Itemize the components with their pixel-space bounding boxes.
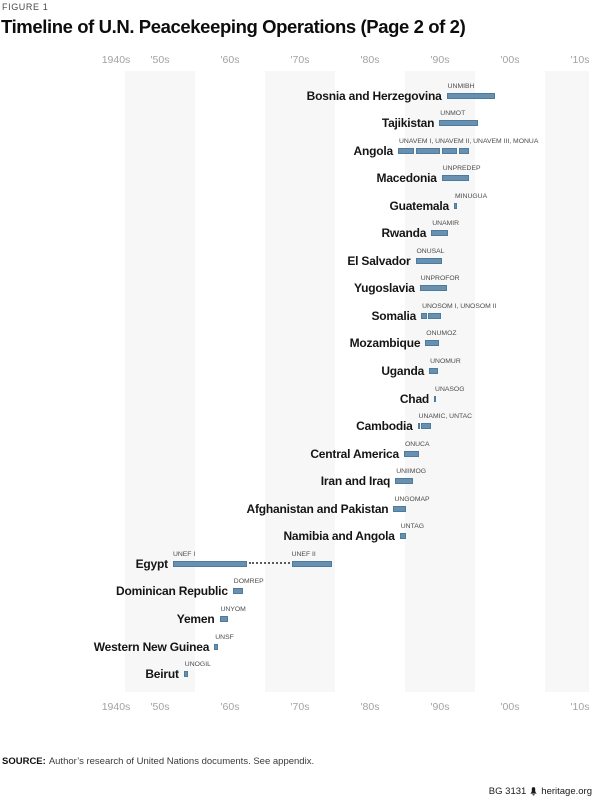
country-label: Mozambique xyxy=(349,336,421,351)
operation-bar xyxy=(420,285,447,291)
dotted-connector xyxy=(249,562,290,564)
operation-code-label: ONUMOZ xyxy=(426,330,457,338)
country-label: Angola xyxy=(353,143,393,158)
operation-code-label: ONUCA xyxy=(404,440,430,448)
operation-code-label: DOMREP xyxy=(233,578,264,586)
decade-label: '50s xyxy=(150,701,170,713)
footer-brand xyxy=(489,786,592,797)
timeline-chart xyxy=(0,71,600,692)
operation-code-label: UNMOT xyxy=(440,110,466,118)
timeline-row xyxy=(0,137,600,165)
country-label: Beirut xyxy=(145,667,179,682)
figure-label: FIGURE 1 xyxy=(2,2,49,12)
operation-bar xyxy=(429,368,438,374)
timeline-row xyxy=(0,550,600,578)
decade-label: '60s xyxy=(220,701,240,713)
timeline-row xyxy=(0,440,600,468)
timeline-row xyxy=(0,192,600,220)
timeline-row xyxy=(0,164,600,192)
operation-bar xyxy=(393,506,406,512)
operation-code-label: UNASOG xyxy=(435,385,465,393)
decade-label: '00s xyxy=(500,54,520,66)
country-label: Yugoslavia xyxy=(353,281,415,296)
page-title: Timeline of U.N. Peacekeeping Operations (Page 2 of 2) xyxy=(1,16,466,37)
country-label: El Salvador xyxy=(347,253,411,268)
operation-bar xyxy=(416,148,441,154)
operation-bar xyxy=(421,313,427,319)
operation-code-label: UNYOM xyxy=(220,605,246,613)
timeline-row xyxy=(0,329,600,357)
operation-code-label: UNAMIR xyxy=(432,220,460,228)
timeline-row xyxy=(0,605,600,633)
timeline-row xyxy=(0,495,600,523)
country-label: Iran and Iraq xyxy=(320,474,391,489)
timeline-row xyxy=(0,274,600,302)
decade-label: '60s xyxy=(220,54,240,66)
operation-bar xyxy=(404,451,419,457)
operation-bar xyxy=(400,533,407,539)
country-label: Yemen xyxy=(176,611,215,626)
operation-bar xyxy=(214,644,218,650)
decade-label: '00s xyxy=(500,701,520,713)
country-label: Uganda xyxy=(381,364,425,378)
decade-label: '10s xyxy=(570,701,590,713)
operation-bar xyxy=(431,230,448,236)
operation-code-label: UNAMIC, UNTAC xyxy=(418,413,473,421)
operation-bar xyxy=(428,313,441,319)
operation-bar xyxy=(418,423,420,429)
decade-label: '50s xyxy=(150,54,170,66)
brand-site: heritage.org xyxy=(541,786,592,797)
operation-bar xyxy=(173,561,247,567)
operation-bar xyxy=(233,588,243,594)
country-label: Western New Guinea xyxy=(93,639,210,654)
country-label: Rwanda xyxy=(381,226,427,241)
timeline-row xyxy=(0,109,600,137)
operation-code-label: UNTAG xyxy=(400,523,425,531)
brand-id: BG 3131 xyxy=(488,786,527,797)
axis-bottom xyxy=(0,701,600,714)
timeline-row xyxy=(0,82,600,110)
operation-bar xyxy=(395,478,413,484)
source-label: SOURCE: xyxy=(2,756,46,767)
timeline-row xyxy=(0,522,600,550)
operation-code-label: UNOSOM I, UNOSOM II xyxy=(422,302,497,310)
country-label: Afghanistan and Pakistan xyxy=(246,501,389,516)
country-label: Central America xyxy=(310,446,399,461)
operation-bar xyxy=(442,175,469,181)
source-note xyxy=(2,756,314,767)
operation-code-label: UNIIMOG xyxy=(396,468,427,476)
timeline-row xyxy=(0,412,600,440)
country-label: Dominican Republic xyxy=(116,584,228,599)
decade-label: '10s xyxy=(570,54,590,66)
operation-bar xyxy=(398,148,414,154)
timeline-row xyxy=(0,302,600,330)
operation-bar xyxy=(439,120,478,126)
decade-label: '90s xyxy=(430,54,450,66)
country-label: Namibia and Angola xyxy=(283,529,395,544)
timeline-row xyxy=(0,660,600,688)
decade-label: '80s xyxy=(360,701,380,713)
operation-code-label: UNPROFOR xyxy=(420,275,460,283)
country-label: Cambodia xyxy=(356,419,413,434)
operation-bar xyxy=(416,258,443,264)
decade-label: '90s xyxy=(430,701,450,713)
operation-code-label: UNOMUR xyxy=(430,358,461,365)
operation-code-label: UNEF I xyxy=(172,550,196,558)
operation-bar xyxy=(292,561,332,567)
country-label: Macedonia xyxy=(376,171,437,186)
decade-label: '80s xyxy=(360,54,380,66)
country-label: Guatemala xyxy=(389,198,449,213)
country-label: Chad xyxy=(399,391,430,406)
operation-code-label: MINUGUA xyxy=(455,192,488,200)
country-label: Bosnia and Herzegovina xyxy=(306,88,442,103)
decade-label: 1940s xyxy=(101,54,131,66)
operation-code-label: UNOGIL xyxy=(184,661,211,669)
operation-code-label: UNMIBH xyxy=(447,82,475,90)
heritage-logo-icon xyxy=(529,787,538,796)
timeline-row xyxy=(0,577,600,605)
decade-label: 1940s xyxy=(101,701,131,713)
country-label: Tajikistan xyxy=(381,116,435,131)
operation-bar xyxy=(425,340,439,346)
operation-bar xyxy=(459,148,470,154)
operation-code-label: UNEF II xyxy=(291,550,316,558)
source-text: Author’s research of United Nations documents. See appendix. xyxy=(48,756,315,767)
operation-code-label: UNPREDEP xyxy=(442,165,481,173)
operation-bar xyxy=(434,396,436,402)
country-label: Somalia xyxy=(371,308,417,323)
timeline-row xyxy=(0,219,600,247)
country-label: Egypt xyxy=(135,556,168,571)
decade-label: '70s xyxy=(290,701,310,713)
timeline-row xyxy=(0,357,600,385)
timeline-row xyxy=(0,633,600,661)
operation-bar xyxy=(184,671,188,677)
operation-bar xyxy=(421,423,430,429)
operation-code-label: UNSF xyxy=(215,633,234,641)
operation-code-label: UNGOMAP xyxy=(394,495,430,503)
operation-bar xyxy=(447,93,496,99)
decade-label: '70s xyxy=(290,54,310,66)
operation-bar xyxy=(220,616,228,622)
operation-code-label: UNAVEM I, UNAVEM II, UNAVEM III, MONUA xyxy=(399,137,539,145)
axis-top xyxy=(0,54,600,67)
timeline-row xyxy=(0,385,600,413)
operation-bar xyxy=(454,203,457,209)
operation-code-label: ONUSAL xyxy=(416,247,445,255)
timeline-row xyxy=(0,467,600,495)
timeline-row xyxy=(0,247,600,275)
operation-bar xyxy=(442,148,457,154)
